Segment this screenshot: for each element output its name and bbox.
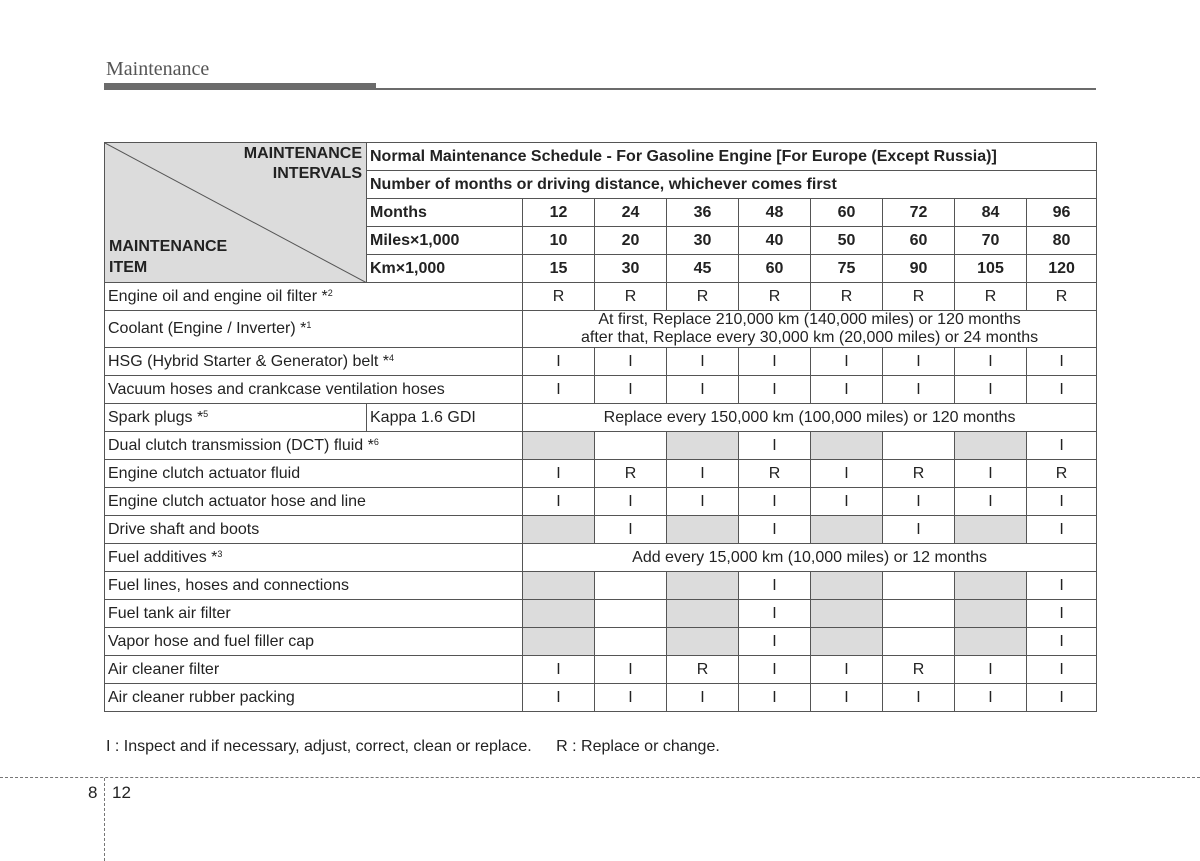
item-label — [105, 311, 523, 348]
schedule-cell: I — [595, 348, 667, 376]
schedule-cell: I — [667, 488, 739, 516]
page-number: 12 — [112, 783, 131, 802]
schedule-cell: I — [955, 348, 1027, 376]
schedule-cell: I — [1027, 516, 1097, 544]
schedule-cell: I — [811, 348, 883, 376]
schedule-cell: I — [955, 460, 1027, 488]
interval-value: 75 — [811, 255, 883, 283]
item-label: Engine clutch actuator fluid — [105, 460, 523, 488]
table-row — [105, 460, 1097, 488]
schedule-cell: R — [667, 656, 739, 684]
item-label: Fuel lines, hoses and connections — [105, 572, 523, 600]
schedule-cell: I — [955, 376, 1027, 404]
schedule-cell — [667, 572, 739, 600]
table-legend — [106, 738, 740, 756]
schedule-cell: I — [739, 516, 811, 544]
table-row — [105, 348, 1097, 376]
schedule-cell: I — [595, 656, 667, 684]
schedule-cell: I — [1027, 572, 1097, 600]
schedule-cell: I — [523, 376, 595, 404]
footnote-ref: 3 — [217, 548, 223, 559]
schedule-cell — [811, 432, 883, 460]
interval-value: 40 — [739, 227, 811, 255]
schedule-cell — [523, 600, 595, 628]
schedule-cell — [811, 572, 883, 600]
schedule-cell: I — [595, 376, 667, 404]
schedule-cell — [523, 628, 595, 656]
item-label: Vacuum hoses and crankcase ventilation hoses — [105, 376, 523, 404]
schedule-cell: I — [1027, 488, 1097, 516]
chapter-number: 8 — [88, 783, 98, 802]
footer-page-divider — [104, 778, 105, 861]
schedule-cell: I — [1027, 656, 1097, 684]
schedule-cell: I — [739, 656, 811, 684]
schedule-cell — [523, 432, 595, 460]
months-label: Months — [367, 199, 523, 227]
interval-value: 105 — [955, 255, 1027, 283]
schedule-cell — [883, 628, 955, 656]
coolant-instruction — [523, 311, 1097, 348]
schedule-cell: R — [595, 283, 667, 311]
schedule-cell: I — [739, 432, 811, 460]
interval-value: 50 — [811, 227, 883, 255]
item-label-text: HSG (Hybrid Starter & Generator) belt * — [108, 352, 389, 370]
schedule-cell: I — [739, 376, 811, 404]
schedule-cell — [667, 628, 739, 656]
schedule-cell: I — [955, 656, 1027, 684]
schedule-cell: I — [883, 488, 955, 516]
schedule-cell — [955, 628, 1027, 656]
table-row — [105, 544, 1097, 572]
schedule-cell: I — [667, 460, 739, 488]
schedule-cell: I — [1027, 600, 1097, 628]
interval-value: 48 — [739, 199, 811, 227]
interval-value: 120 — [1027, 255, 1097, 283]
corner-bottom-line2: ITEM — [109, 259, 148, 276]
legend-inspect: I : Inspect and if necessary, adjust, correct, clean or replace. — [106, 738, 532, 755]
interval-value: 12 — [523, 199, 595, 227]
footnote-ref: 6 — [373, 436, 379, 447]
corner-intervals-label — [244, 144, 362, 184]
item-label: Vapor hose and fuel filler cap — [105, 628, 523, 656]
schedule-cell — [883, 432, 955, 460]
table-row — [105, 572, 1097, 600]
table-row — [105, 432, 1097, 460]
schedule-cell: R — [595, 460, 667, 488]
footnote-ref: 5 — [203, 408, 209, 419]
schedule-cell: I — [739, 488, 811, 516]
interval-value: 45 — [667, 255, 739, 283]
schedule-cell — [595, 600, 667, 628]
header-rule-thin — [376, 88, 1096, 90]
corner-item-label — [109, 236, 227, 278]
schedule-cell — [595, 572, 667, 600]
schedule-cell: I — [955, 684, 1027, 712]
schedule-cell: I — [523, 348, 595, 376]
coolant-instruction-line1: At first, Replace 210,000 km (140,000 miles) or 120 months — [598, 311, 1021, 328]
interval-value: 70 — [955, 227, 1027, 255]
schedule-cell: I — [523, 488, 595, 516]
interval-value: 72 — [883, 199, 955, 227]
table-row — [105, 404, 1097, 432]
schedule-cell: R — [883, 460, 955, 488]
table-row — [105, 628, 1097, 656]
schedule-subtitle: Number of months or driving distance, whichever comes first — [367, 171, 1097, 199]
schedule-cell: I — [739, 600, 811, 628]
item-label-text: Spark plugs * — [108, 408, 204, 426]
schedule-cell: I — [667, 376, 739, 404]
schedule-cell — [883, 572, 955, 600]
table-header-row-title — [105, 143, 1097, 171]
table-row — [105, 516, 1097, 544]
schedule-cell: I — [739, 684, 811, 712]
schedule-cell: I — [595, 684, 667, 712]
schedule-cell: I — [595, 488, 667, 516]
item-label-text: Dual clutch transmission (DCT) fluid * — [108, 436, 374, 454]
item-label: Drive shaft and boots — [105, 516, 523, 544]
schedule-cell: I — [523, 684, 595, 712]
schedule-cell — [955, 600, 1027, 628]
schedule-cell: I — [667, 348, 739, 376]
item-label: Fuel tank air filter — [105, 600, 523, 628]
schedule-cell: I — [739, 572, 811, 600]
table-row — [105, 656, 1097, 684]
corner-bottom-line1: MAINTENANCE — [109, 238, 228, 255]
schedule-cell: I — [739, 628, 811, 656]
schedule-cell: R — [1027, 460, 1097, 488]
footer-divider — [0, 777, 1200, 778]
schedule-cell — [811, 516, 883, 544]
schedule-cell — [955, 516, 1027, 544]
schedule-cell: R — [883, 656, 955, 684]
fuel-additives-instruction: Add every 15,000 km (10,000 miles) or 12 months — [523, 544, 1097, 572]
interval-value: 36 — [667, 199, 739, 227]
schedule-cell: I — [1027, 348, 1097, 376]
schedule-cell: I — [811, 376, 883, 404]
schedule-cell: R — [955, 283, 1027, 311]
schedule-cell — [595, 432, 667, 460]
item-label-text: Coolant (Engine / Inverter) * — [108, 320, 307, 337]
spark-plugs-instruction: Replace every 150,000 km (100,000 miles) or 120 months — [523, 404, 1097, 432]
header-corner-cell — [105, 143, 367, 283]
schedule-cell: I — [523, 460, 595, 488]
schedule-cell — [955, 432, 1027, 460]
schedule-cell: I — [883, 516, 955, 544]
interval-value: 84 — [955, 199, 1027, 227]
interval-value: 24 — [595, 199, 667, 227]
schedule-cell: I — [811, 488, 883, 516]
item-label-text: Fuel additives * — [108, 548, 218, 566]
item-label: Engine clutch actuator hose and line — [105, 488, 523, 516]
interval-value: 60 — [883, 227, 955, 255]
item-label — [105, 544, 523, 572]
schedule-cell: R — [739, 460, 811, 488]
engine-variant: Kappa 1.6 GDI — [367, 404, 523, 432]
schedule-title: Normal Maintenance Schedule - For Gasoline Engine [For Europe (Except Russia)] — [367, 143, 1097, 171]
item-label-text: Engine oil and engine oil filter * — [108, 287, 328, 305]
schedule-cell: I — [523, 656, 595, 684]
coolant-instruction-line2: after that, Replace every 30,000 km (20,000 miles) or 24 months — [581, 329, 1039, 346]
schedule-cell: I — [1027, 628, 1097, 656]
schedule-cell — [523, 572, 595, 600]
schedule-cell — [955, 572, 1027, 600]
schedule-cell: I — [739, 348, 811, 376]
header-rule-thick — [104, 83, 376, 90]
schedule-cell — [667, 432, 739, 460]
interval-value: 30 — [667, 227, 739, 255]
item-label — [105, 432, 523, 460]
schedule-cell: I — [595, 516, 667, 544]
interval-value: 96 — [1027, 199, 1097, 227]
schedule-cell: R — [667, 283, 739, 311]
footnote-ref: 1 — [306, 320, 312, 330]
schedule-cell: R — [1027, 283, 1097, 311]
schedule-cell: I — [1027, 432, 1097, 460]
schedule-cell: I — [883, 348, 955, 376]
schedule-cell — [667, 600, 739, 628]
schedule-cell — [667, 516, 739, 544]
schedule-cell: I — [811, 684, 883, 712]
table-row — [105, 684, 1097, 712]
miles-label: Miles×1,000 — [367, 227, 523, 255]
item-label — [105, 404, 367, 432]
interval-value: 20 — [595, 227, 667, 255]
table-row — [105, 600, 1097, 628]
schedule-cell — [811, 628, 883, 656]
interval-value: 15 — [523, 255, 595, 283]
schedule-cell: I — [667, 684, 739, 712]
schedule-cell: R — [811, 283, 883, 311]
corner-top-line1: MAINTENANCE — [243, 145, 362, 162]
corner-top-line2: INTERVALS — [272, 165, 362, 182]
table-row — [105, 488, 1097, 516]
maintenance-schedule-table — [104, 142, 1097, 712]
interval-value: 10 — [523, 227, 595, 255]
schedule-cell: I — [955, 488, 1027, 516]
schedule-cell — [523, 516, 595, 544]
interval-value: 30 — [595, 255, 667, 283]
item-label: Air cleaner rubber packing — [105, 684, 523, 712]
table-row — [105, 311, 1097, 348]
interval-value: 80 — [1027, 227, 1097, 255]
km-label: Km×1,000 — [367, 255, 523, 283]
schedule-cell — [595, 628, 667, 656]
schedule-cell: I — [883, 684, 955, 712]
schedule-cell: R — [739, 283, 811, 311]
schedule-cell: I — [883, 376, 955, 404]
schedule-cell: R — [523, 283, 595, 311]
item-label — [105, 283, 523, 311]
schedule-cell: I — [811, 460, 883, 488]
interval-value: 60 — [739, 255, 811, 283]
schedule-cell — [883, 600, 955, 628]
schedule-cell: I — [1027, 684, 1097, 712]
interval-value: 90 — [883, 255, 955, 283]
interval-value: 60 — [811, 199, 883, 227]
footnote-ref: 4 — [388, 352, 394, 363]
schedule-cell: I — [1027, 376, 1097, 404]
table-row — [105, 376, 1097, 404]
page-section-title: Maintenance — [106, 58, 210, 80]
item-label — [105, 348, 523, 376]
legend-replace: R : Replace or change. — [556, 738, 720, 755]
table-row — [105, 283, 1097, 311]
schedule-cell — [811, 600, 883, 628]
schedule-cell: R — [883, 283, 955, 311]
footnote-ref: 2 — [327, 287, 333, 298]
schedule-cell: I — [811, 656, 883, 684]
item-label: Air cleaner filter — [105, 656, 523, 684]
